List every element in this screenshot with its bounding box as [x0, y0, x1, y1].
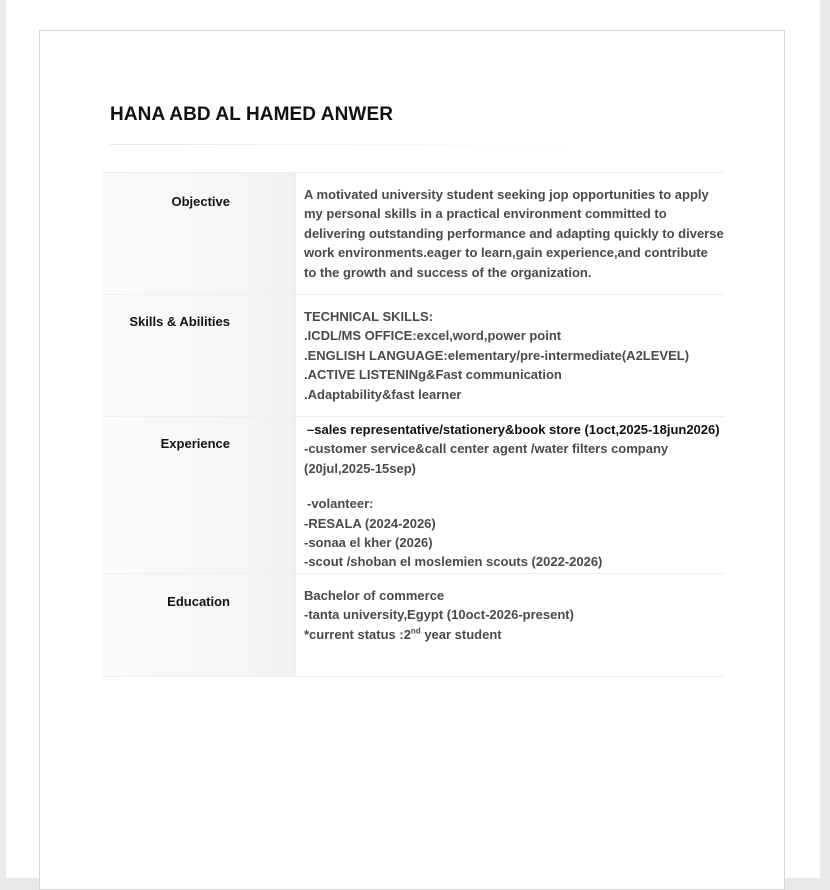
experience-item: –sales representative/stationery&book store (1oct,2025-18jun2026)	[307, 422, 720, 437]
candidate-name: HANA ABD AL HAMED ANWER	[110, 104, 394, 125]
education-label: Education	[102, 574, 296, 676]
objective-label: Objective	[102, 173, 296, 294]
experience-content	[296, 417, 725, 573]
objective-line: to the growth and success of the organization.	[304, 264, 592, 280]
education-item: -tanta university,Egypt (10oct-2026-present)	[304, 607, 574, 623]
objective-content	[296, 173, 725, 294]
education-content	[296, 574, 725, 676]
education-status	[304, 625, 725, 644]
objective-line: work environments.eager to learn,gain experience,and contribute	[304, 245, 708, 261]
experience-label: Experience	[102, 417, 296, 573]
skills-row	[102, 294, 725, 416]
education-row	[102, 573, 725, 677]
spacer	[304, 478, 725, 494]
skills-content	[296, 295, 725, 416]
status-prefix: *current status :2	[304, 626, 411, 642]
volunteer-heading: -volanteer:	[307, 496, 374, 512]
experience-item: (20jul,2025-15sep)	[304, 460, 417, 476]
skills-label: Skills & Abilities	[102, 295, 296, 416]
skills-item: .ENGLISH LANGUAGE:elementary/pre-intermediate(A2LEVEL)	[304, 347, 690, 363]
header-divider	[110, 144, 610, 145]
skills-heading: TECHNICAL SKILLS:	[304, 309, 434, 324]
volunteer-item: -sonaa el kher (2026)	[304, 535, 433, 551]
experience-row	[102, 416, 725, 573]
objective-line: my personal skills in a practical environment committed to	[304, 206, 667, 222]
skills-item: .ICDL/MS OFFICE:excel,word,power point	[304, 328, 562, 344]
objective-line: delivering outstanding performance and adapting quickly to diverse	[304, 225, 724, 241]
status-superscript: nd	[410, 626, 421, 636]
volunteer-item: -RESALA (2024-2026)	[304, 515, 436, 531]
volunteer-item: -scout /shoban el moslemien scouts (2022-2026)	[304, 554, 603, 570]
skills-item: .Adaptability&fast learner	[304, 386, 462, 402]
education-item: Bachelor of commerce	[304, 588, 445, 603]
resume-table	[102, 172, 725, 677]
objective-row	[102, 172, 725, 294]
skills-item: .ACTIVE LISTENINg&Fast communication	[304, 367, 562, 383]
experience-item: -customer service&call center agent /water filters company	[304, 441, 669, 457]
status-suffix: year student	[420, 626, 502, 642]
objective-line: A motivated university student seeking jop opportunities to apply	[304, 187, 709, 202]
